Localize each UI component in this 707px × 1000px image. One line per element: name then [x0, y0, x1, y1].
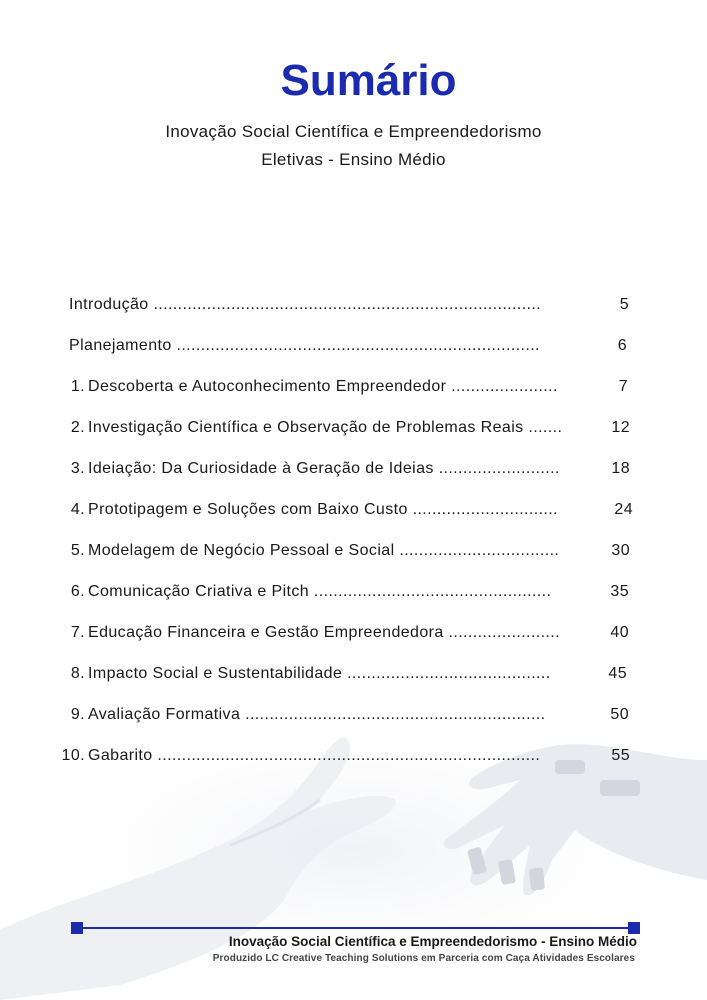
- toc-entry-label: Gabarito ...............................................................................: [88, 747, 541, 764]
- subtitle-level: Eletivas - Ensino Médio: [261, 150, 446, 169]
- toc-entry-label: Educação Financeira e Gestão Empreendedora .......................: [88, 624, 560, 641]
- toc-entry-number: 8.: [70, 665, 85, 682]
- toc-entry-page: 24: [614, 501, 633, 518]
- page-title: Sumário: [280, 56, 457, 105]
- toc-entry-1[interactable]: [0, 378, 707, 400]
- footer-rule-right-square: [628, 922, 640, 934]
- toc-entry-page: 35: [610, 583, 629, 600]
- toc-entry-2[interactable]: [0, 419, 707, 441]
- toc-entry-number: 3.: [70, 460, 85, 477]
- toc-entry-label: Impacto Social e Sustentabilidade ..........................................: [88, 665, 551, 682]
- toc-entry-number: 1.: [70, 378, 85, 395]
- toc-entry-4[interactable]: [0, 501, 707, 523]
- toc-entry-3[interactable]: [0, 460, 707, 482]
- toc-entry-6[interactable]: [0, 583, 707, 605]
- toc-entry-page: 45: [608, 665, 627, 682]
- toc-entry-number: 9.: [70, 706, 85, 723]
- footer-rule-left-square: [71, 922, 83, 934]
- toc-entry-introducao[interactable]: [0, 296, 707, 318]
- toc-entry-8[interactable]: [0, 665, 707, 687]
- toc-entry-page: 5: [619, 296, 629, 313]
- toc-entry-page: 18: [611, 460, 630, 477]
- toc-entry-number: 2.: [70, 419, 85, 436]
- toc-entry-5[interactable]: [0, 542, 707, 564]
- toc-entry-page: 7: [618, 378, 628, 395]
- toc-entry-number: 4.: [70, 501, 85, 518]
- toc-entry-page: 50: [610, 706, 629, 723]
- toc-entry-page: 40: [610, 624, 629, 641]
- toc-entry-10[interactable]: [0, 747, 707, 769]
- toc-entry-9[interactable]: [0, 706, 707, 728]
- toc-entry-page: 6: [617, 337, 627, 354]
- toc-entry-label: Prototipagem e Soluções com Baixo Custo ..............................: [88, 501, 558, 518]
- toc-entry-label: Planejamento ...........................................................................: [69, 337, 540, 354]
- toc-entry-label: Ideiação: Da Curiosidade à Geração de Ideias .........................: [88, 460, 560, 477]
- toc-entry-label: Modelagem de Negócio Pessoal e Social .................................: [88, 542, 560, 559]
- toc-entry-label: Comunicação Criativa e Pitch .................................................: [88, 583, 552, 600]
- toc-entry-planejamento[interactable]: [0, 337, 707, 359]
- toc-entry-number: 7.: [70, 624, 85, 641]
- toc-entry-label: Avaliação Formativa ..............................................................: [88, 706, 546, 723]
- toc-entry-label: Investigação Científica e Observação de Problemas Reais .......: [88, 419, 563, 436]
- subtitle-course: Inovação Social Científica e Empreendedorismo: [165, 122, 542, 141]
- toc-entry-number: 10.: [61, 747, 85, 764]
- footer-credit: Produzido LC Creative Teaching Solutions em Parceria com Caça Atividades Escolares: [212, 953, 635, 964]
- toc-entry-page: 12: [611, 419, 630, 436]
- toc-entry-page: 30: [611, 542, 630, 559]
- footer-rule-line: [83, 927, 628, 929]
- toc-entry-label: Introdução ................................................................................: [69, 296, 542, 313]
- toc-entry-number: 6.: [70, 583, 85, 600]
- footer-title: Inovação Social Científica e Empreendedorismo - Ensino Médio: [228, 934, 637, 949]
- toc-entry-label: Descoberta e Autoconhecimento Empreendedor ......................: [88, 378, 558, 395]
- toc-entry-number: 5.: [70, 542, 85, 559]
- toc-entry-7[interactable]: [0, 624, 707, 646]
- toc-entry-page: 55: [611, 747, 630, 764]
